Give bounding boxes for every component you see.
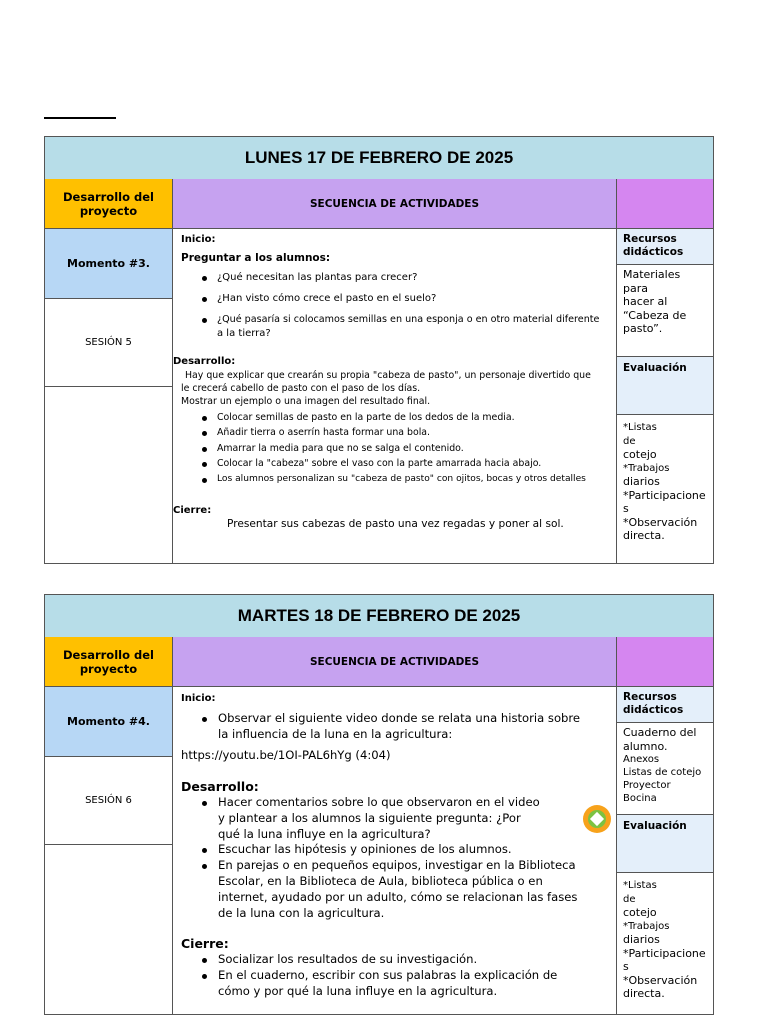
desarrollo-item-cont: de la luna con la agricultura. — [218, 906, 385, 920]
inicio-item: Observar el siguiente video donde se relata una historia sobre — [218, 711, 581, 725]
recursos-line: Cuaderno del — [623, 726, 697, 739]
desarrollo-item-cont: Escolar, en la Biblioteca de Aula, biblioteca pública o en — [218, 874, 543, 888]
activities-content — [173, 229, 617, 563]
eval-line: s — [623, 502, 629, 515]
bullet — [202, 462, 207, 467]
step-item: Colocar la "cabeza" sobre el vaso con la parte amarrada hacia abajo. — [217, 458, 542, 469]
eval-line: *Trabajos — [623, 462, 670, 474]
step-item: Añadir tierra o aserrín hasta formar una bola. — [217, 427, 431, 438]
eval-line: *Trabajos — [623, 920, 670, 932]
eval-line: *Listas — [623, 422, 657, 433]
desarrollo-item: Hacer comentarios sobre lo que observaron en el video — [218, 795, 540, 809]
recursos-list — [617, 265, 713, 357]
cierre-text: Presentar sus cabezas de pasto una vez regadas y poner al sol. — [227, 518, 564, 530]
desarrollo-text: le crecerá cabello de pasto con el paso de los días. — [181, 383, 421, 394]
desarrollo-item-cont: qué la luna influye en la agricultura? — [218, 827, 431, 841]
plan-title: LUNES 17 DE FEBRERO DE 2025 — [45, 137, 713, 180]
eval-line: s — [623, 960, 629, 973]
recursos-line: “Cabeza de — [623, 308, 687, 322]
circular-logo-icon — [581, 803, 613, 835]
cierre-item-cont: cómo y por qué la luna influye en la agricultura. — [218, 984, 498, 998]
eval-line: diarios — [623, 475, 660, 488]
left-empty-cell — [45, 845, 173, 1014]
recursos-heading: Recursos didácticos — [617, 687, 713, 723]
recursos-line: Proyector — [623, 780, 671, 791]
bullet — [202, 717, 207, 722]
inicio-heading: Inicio: — [181, 693, 216, 704]
video-link[interactable]: https://youtu.be/1OI-PAL6hYg (4:04) — [181, 748, 391, 762]
recursos-line: Materiales para — [623, 268, 681, 295]
question-item-cont: a la tierra? — [217, 328, 271, 339]
eval-line: *Participacione — [623, 946, 706, 960]
evaluacion-list — [617, 415, 713, 563]
cierre-item: En el cuaderno, escribir con sus palabras la explicación de — [218, 968, 558, 982]
eval-line: directa. — [623, 987, 665, 1000]
bullet — [202, 318, 207, 323]
bullet — [202, 848, 207, 853]
eval-line: directa. — [623, 529, 665, 542]
sesion-label: SESIÓN 5 — [45, 299, 173, 387]
eval-line: diarios — [623, 933, 660, 946]
lesson-plan-tuesday — [44, 594, 714, 1015]
recursos-line: Bocina — [623, 793, 657, 804]
momento-label: Momento #4. — [45, 687, 173, 757]
inicio-heading: Inicio: — [181, 234, 216, 245]
desarrollo-text: Mostrar un ejemplo o una imagen del resultado final. — [181, 396, 431, 407]
preguntar-heading: Preguntar a los alumnos: — [181, 252, 331, 264]
step-item: Amarrar la media para que no se salga el contenido. — [217, 443, 464, 454]
question-item: ¿Qué necesitan las plantas para crecer? — [217, 272, 418, 283]
eval-line: de — [623, 435, 636, 447]
recursos-heading: Recursos didácticos — [617, 229, 713, 265]
recursos-line: Listas de cotejo — [623, 767, 702, 778]
top-rule — [44, 117, 116, 119]
desarrollo-text: Hay que explicar que crearán su propia "cabeza de pasto", un personaje divertido que — [185, 370, 591, 381]
desarrollo-heading: Desarrollo: — [181, 779, 259, 794]
evaluacion-heading: Evaluación — [617, 815, 713, 873]
bullet — [202, 297, 207, 302]
eval-line: *Participacione — [623, 488, 706, 502]
desarrollo-item-cont: internet, ayudado por un adulto, cómo se relacionan las fases — [218, 890, 578, 904]
recursos-list — [617, 723, 713, 815]
left-empty-cell — [45, 387, 173, 563]
plan-title: MARTES 18 DE FEBRERO DE 2025 — [45, 595, 713, 638]
header-blank — [617, 637, 713, 687]
header-desarrollo: Desarrollo del proyecto — [45, 637, 173, 687]
desarrollo-item: En parejas o en pequeños equipos, investigar en la Biblioteca — [218, 858, 576, 872]
bullet — [202, 431, 207, 436]
cierre-item: Socializar los resultados de su investigación. — [218, 952, 478, 966]
bullet — [202, 478, 207, 483]
header-blank — [617, 179, 713, 229]
bullet — [202, 276, 207, 281]
bullet — [202, 958, 207, 963]
header-secuencia: SECUENCIA DE ACTIVIDADES — [173, 637, 617, 687]
recursos-line: pasto”. — [623, 322, 663, 335]
recursos-line: Anexos — [623, 754, 660, 765]
eval-line: *Observación — [623, 515, 698, 529]
momento-label: Momento #3. — [45, 229, 173, 299]
desarrollo-heading: Desarrollo: — [173, 356, 236, 367]
bullet — [202, 864, 207, 869]
evaluacion-heading: Evaluación — [617, 357, 713, 415]
eval-line: *Listas — [623, 880, 657, 891]
header-secuencia: SECUENCIA DE ACTIVIDADES — [173, 179, 617, 229]
sesion-label: SESIÓN 6 — [45, 757, 173, 845]
question-item: ¿Han visto cómo crece el pasto en el suelo? — [217, 293, 437, 304]
inicio-item-cont: la influencia de la luna en la agricultura: — [218, 727, 453, 741]
bullet — [202, 416, 207, 421]
eval-line: *Observación — [623, 973, 698, 987]
eval-line: de — [623, 893, 636, 905]
bullet — [202, 447, 207, 452]
desarrollo-item-cont: y plantear a los alumnos la siguiente pregunta: ¿Por — [218, 811, 521, 825]
lesson-plan-monday — [44, 136, 714, 564]
evaluacion-list — [617, 873, 713, 1014]
header-desarrollo: Desarrollo del proyecto — [45, 179, 173, 229]
step-item: Los alumnos personalizan su "cabeza de pasto" con ojitos, bocas y otros detalles — [217, 474, 586, 484]
recursos-line: hacer al — [623, 295, 668, 308]
bullet — [202, 974, 207, 979]
bullet — [202, 801, 207, 806]
eval-line: cotejo — [623, 448, 657, 461]
cierre-heading: Cierre: — [173, 505, 212, 516]
question-item: ¿Qué pasaría si colocamos semillas en una esponja o en otro material diferente — [217, 314, 600, 325]
recursos-line: alumno. — [623, 739, 668, 753]
step-item: Colocar semillas de pasto en la parte de los dedos de la media. — [217, 412, 515, 423]
cierre-heading: Cierre: — [181, 936, 229, 951]
desarrollo-item: Escuchar las hipótesis y opiniones de los alumnos. — [218, 842, 512, 856]
activities-content — [173, 687, 617, 1014]
eval-line: cotejo — [623, 906, 657, 919]
